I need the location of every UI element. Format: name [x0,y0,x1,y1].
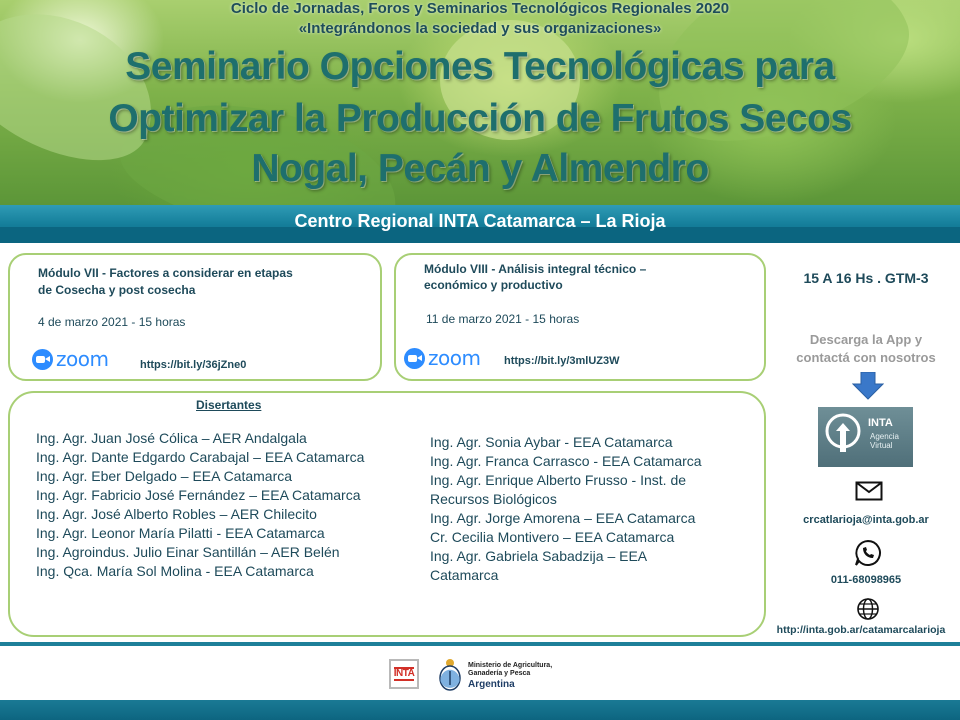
motto-subtitle: «Integrándonos la sociedad y sus organizaciones» [298,20,662,37]
inta-virtual-agency-app-logo[interactable] [818,407,913,467]
module-7-date: 4 de marzo 2021 - 15 horas [38,315,186,329]
speakers-heading: Disertantes [196,398,262,412]
speaker-item: Ing. Agroindus. Julio Einar Santillán – AER Belén [36,544,340,560]
page-title-line-3: Nogal, Pecán y Almendro [251,147,709,190]
schedule-hours: 15 A 16 Hs . GTM-3 [803,270,929,286]
speaker-item: Ing. Agr. José Alberto Robles – AER Chilecito [36,506,317,522]
speaker-item: Recursos Biológicos [430,491,557,507]
module-7-title-line-1: Módulo VII - Factores a considerar en etapas [38,266,293,280]
speaker-item: Ing. Agr. Dante Edgardo Carabajal – EEA Catamarca [36,449,365,465]
speaker-item: Ing. Agr. Franca Carrasco - EEA Catamarca [430,453,702,469]
footer-divider [0,642,960,646]
zoom-wordmark: zoom [428,346,481,370]
header-photo-banner [0,0,960,205]
contact-website[interactable]: http://inta.gob.ar/catamarcalarioja [776,624,946,636]
speaker-item: Ing. Agr. Enrique Alberto Frusso - Inst. de [430,472,687,488]
ministry-name [468,662,552,678]
zoom-camera-icon [32,349,53,370]
module-7-zoom-link[interactable]: https://bit.ly/36jZne0 [140,359,247,371]
speaker-item: Cr. Cecilia Montivero – EEA Catamarca [430,529,675,545]
footer-bar [0,700,960,720]
speaker-item: Ing. Agr. Jorge Amorena – EEA Catamarca [430,510,696,526]
app-logo-subtitle [870,432,899,450]
speaker-item: Ing. Agr. Fabricio José Fernández – EEA Catamarca [36,487,361,503]
whatsapp-icon [854,539,882,567]
module-8-date: 11 de marzo 2021 - 15 horas [426,312,580,326]
contact-phone[interactable]: 011-68098965 [830,574,902,586]
speaker-item: Ing. Agr. Leonor María Pilatti - EEA Catamarca [36,525,325,541]
module-7-zoom-logo [32,347,108,371]
speaker-item: Catamarca [430,567,499,583]
ministry-line-2: Ganadería y Pesca [468,670,531,677]
speakers-list-left [36,429,426,581]
speaker-item: Ing. Qca. María Sol Molina - EEA Catamarca [36,563,314,579]
inta-logo [389,659,419,689]
contact-email[interactable]: crcatlarioja@inta.gob.ar [803,514,929,526]
speaker-item: Ing. Agr. Eber Delgado – EEA Catamarca [36,468,293,484]
module-8-zoom-link[interactable]: https://bit.ly/3mlUZ3W [504,355,620,367]
inta-logo-text: INTA [393,668,415,679]
module-8-title-line-1: Módulo VIII - Análisis integral técnico – [424,262,647,276]
app-logo-sub-line-1: Agencia [870,432,899,441]
argentina-crest-icon [438,657,462,691]
speakers-list-right [430,433,750,585]
speaker-item: Ing. Agr. Sonia Aybar - EEA Catamarca [430,434,673,450]
speaker-item: Ing. Agr. Gabriela Sabadzija – EEA [430,548,648,564]
app-logo-sub-line-2: Virtual [870,441,893,450]
envelope-icon [855,481,883,501]
module-7-title-line-2: de Cosecha y post cosecha [38,283,196,297]
arrow-down-icon [852,372,884,400]
ministry-country: Argentina [468,679,515,690]
module-8-zoom-logo [404,346,480,370]
cycle-subtitle: Ciclo de Jornadas, Foros y Seminarios Tecnológicos Regionales 2020 [230,0,730,17]
location-pin-icon [824,413,862,461]
page-title-line-2: Optimizar la Producción de Frutos Secos [108,97,852,140]
zoom-camera-icon [404,348,425,369]
speaker-item: Ing. Agr. Juan José Cólica – AER Andalgala [36,430,307,446]
ministry-line-1: Ministerio de Agricultura, [468,662,553,669]
download-line-2: contactá con nosotros [796,350,936,365]
download-app-note [780,331,952,367]
regional-center-title: Centro Regional INTA Catamarca – La Rioja [294,211,666,231]
globe-icon [855,598,881,620]
zoom-wordmark: zoom [56,347,109,371]
download-line-1: Descarga la App y [809,332,923,347]
app-logo-name: INTA [868,417,893,429]
page-title-line-1: Seminario Opciones Tecnológicas para [125,45,835,88]
module-8-title-line-2: económico y productivo [424,278,563,292]
